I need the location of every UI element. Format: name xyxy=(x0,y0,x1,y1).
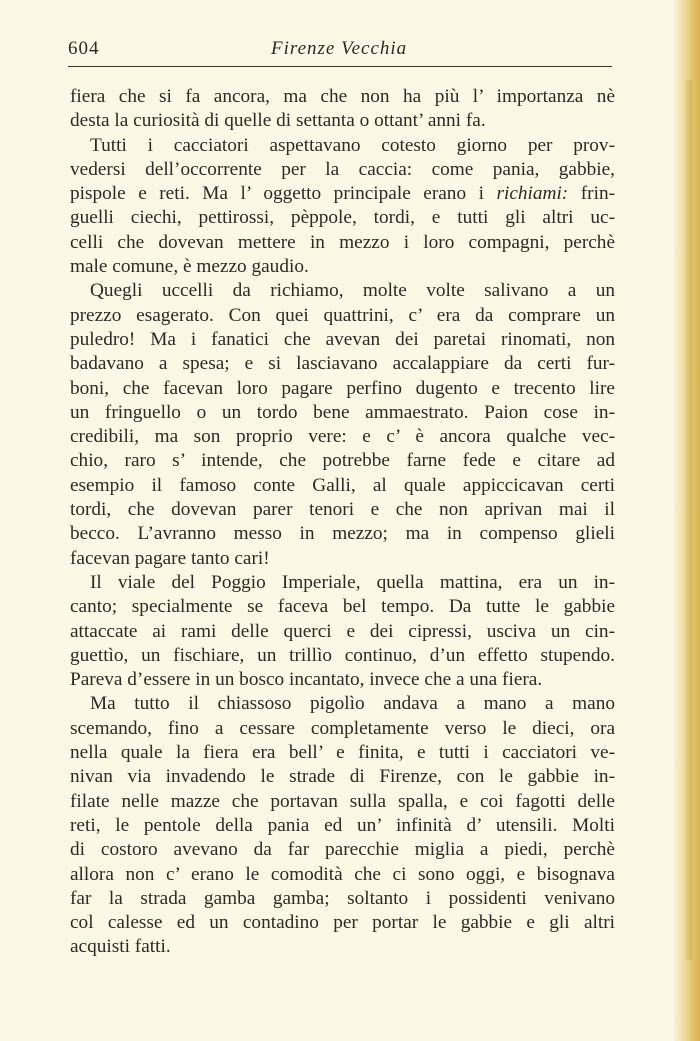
text-line: allora non c’ erano le comodità che ci sono oggi, e bisognava xyxy=(70,863,615,885)
text-line: nella quale la fiera era bell’ e finita, e tutti i cacciatori ve- xyxy=(70,742,615,764)
text-line: boni, che facevan loro pagare perfino dugento e trecento lire xyxy=(70,377,615,399)
text-line: guelli ciechi, pettirossi, pèppole, tordi, e tutti gli altri uc- xyxy=(70,207,615,229)
text-line: Pareva d’essere in un bosco incantato, invece che a una fiera. xyxy=(70,669,543,691)
text-line: canto; specialmente se faceva bel tempo. Da tutte le gabbie xyxy=(70,596,615,618)
body-text xyxy=(70,85,615,960)
text-line: fiera che si fa ancora, ma che non ha più l’ importanza nè xyxy=(70,86,615,107)
text-line: guettìo, un fischiare, un trillìo continuo, d’un effetto stupendo. xyxy=(70,644,615,666)
text-line: desta la curiosità di quelle di settanta o ottant’ anni fa. xyxy=(70,110,486,132)
text-line: un fringuello o un tordo bene ammaestrato. Paion cose in- xyxy=(70,401,615,423)
text-line: scemando, fino a cessare completamente verso le dieci, ora xyxy=(70,717,615,739)
text-line: chio, raro s’ intende, che potrebbe farne fede e citare ad xyxy=(70,450,615,472)
text-line-with-italic: pispole e reti. Ma l’ oggetto principale erano i richiami: frin- xyxy=(70,183,615,205)
text-line: male comune, è mezzo gaudio. xyxy=(70,256,309,278)
text-line: Quegli uccelli da richiamo, molte volte salivano a un xyxy=(90,280,615,302)
text-line: badavano a spesa; e si lasciavano accalappiare da certi fur- xyxy=(70,353,615,375)
text-line: esempio il famoso conte Galli, al quale appiccicavan certi xyxy=(70,474,615,496)
text-line: Tutti i cacciatori aspettavano cotesto giorno per prov- xyxy=(90,134,615,156)
text-line: acquisti fatti. xyxy=(70,936,171,958)
header-rule xyxy=(68,66,612,67)
text-line: nivan via invadendo le strade di Firenze, con le gabbie in- xyxy=(70,766,615,788)
text-line: puledro! Ma i fanatici che avevan dei paretai rinomati, non xyxy=(70,328,615,350)
text-line: reti, le pentole della pania ed un’ infinità d’ utensili. Molti xyxy=(70,814,615,836)
text-line: becco. L’avranno messo in mezzo; ma in compenso glieli xyxy=(70,523,615,545)
text-line: celli che dovevan mettere in mezzo i loro compagni, perchè xyxy=(70,231,615,253)
running-title: Firenze Vecchia xyxy=(271,38,408,59)
text-line: prezzo esagerato. Con quei quattrini, c’ era da comprare un xyxy=(70,304,615,326)
text-line: col calesse ed un contadino per portar le gabbie e gli altri xyxy=(70,912,615,934)
text-line: far la strada gamba gamba; soltanto i possidenti venivano xyxy=(70,887,615,909)
text-line: di costoro avevano da far parecchie miglia a piedi, perchè xyxy=(70,839,615,861)
text-line: Il viale del Poggio Imperiale, quella mattina, era un in- xyxy=(90,571,615,593)
text-line: credibili, ma son proprio vere: e c’ è ancora qualche vec- xyxy=(70,426,615,448)
text-line: vedersi dell’occorrente per la caccia: come pania, gabbie, xyxy=(70,158,615,180)
text-line: filate nelle mazze che portavan sulla spalla, e coi fagotti delle xyxy=(70,790,615,812)
text-line: Ma tutto il chiassoso pigolìo andava a mano a mano xyxy=(90,693,615,715)
text-line: facevan pagare tanto cari! xyxy=(70,547,270,569)
page-edge-shadow xyxy=(682,80,692,960)
text-line: tordi, che dovevan parer tenori e che non aprivan mai il xyxy=(70,499,615,521)
italic-term: richiami: xyxy=(496,183,569,205)
text-line: attaccate ai rami delle querci e dei cipressi, usciva un cin- xyxy=(70,620,615,642)
page-number: 604 xyxy=(68,38,100,59)
